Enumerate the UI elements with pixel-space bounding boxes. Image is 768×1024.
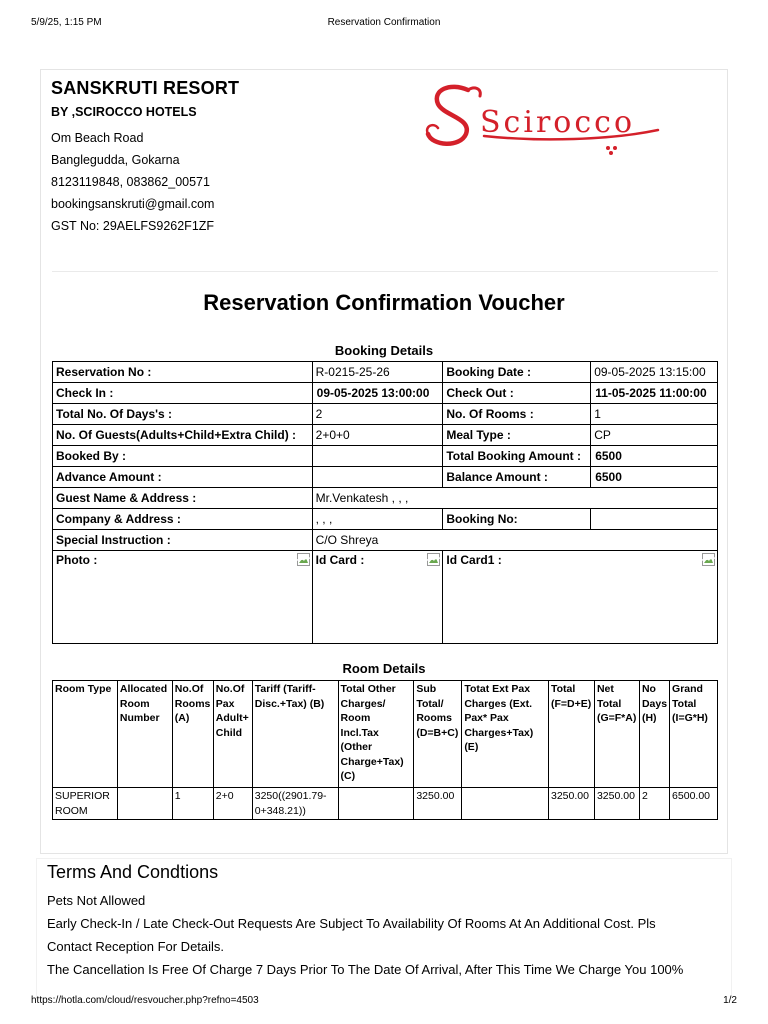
col-grand-total: Grand Total (I=G*H): [670, 681, 718, 788]
room-details-table: [52, 680, 718, 820]
hotel-group: BY ,SCIROCCO HOTELS: [51, 105, 197, 119]
table-row: [53, 425, 718, 446]
balance-amount-label: Balance Amount :: [443, 467, 591, 488]
advance-amount-value: [312, 467, 443, 488]
company-label: Company & Address :: [53, 509, 313, 530]
total-booking-amount-label: Total Booking Amount :: [443, 446, 591, 467]
special-instruction-value: C/O Shreya: [312, 530, 717, 551]
no-of-pax-cell: 2+0: [213, 788, 252, 820]
broken-image-icon: [702, 553, 715, 566]
rooms-value: 1: [591, 404, 718, 425]
meal-type-label: Meal Type :: [443, 425, 591, 446]
terms-line: Pets Not Allowed: [47, 893, 146, 908]
check-in-label: Check In :: [53, 383, 313, 404]
hotel-gst: GST No: 29AELFS9262F1ZF: [51, 219, 215, 233]
terms-line: Early Check-In / Late Check-Out Requests Are Subject To Availability Of Rooms At An Additional Cost. Pls: [47, 916, 656, 931]
no-days-cell: 2: [639, 788, 669, 820]
col-room-type: Room Type: [53, 681, 118, 788]
terms-line: The Cancellation Is Free Of Charge 7 Days Prior To The Date Of Arrival, After This Time We Charge You 100%: [47, 962, 684, 977]
room-type-cell: SUPERIOR ROOM: [53, 788, 118, 820]
no-of-rooms-cell: 1: [172, 788, 213, 820]
broken-image-icon: [297, 553, 310, 566]
col-other-charges: Total Other Charges/ Room Incl.Tax (Other Charge+Tax) (C): [338, 681, 414, 788]
booking-details-heading: Booking Details: [334, 343, 434, 358]
booking-details-table: [52, 361, 718, 644]
col-net-total: Net Total (G=F*A): [594, 681, 639, 788]
reservation-no-value: R-0215-25-26: [312, 362, 443, 383]
check-in-value: 09-05-2025 13:00:00: [312, 383, 443, 404]
col-tariff: Tariff (Tariff- Disc.+Tax) (B): [252, 681, 338, 788]
table-row: [53, 446, 718, 467]
tariff-cell: 3250((2901.79-0+348.21)): [252, 788, 338, 820]
col-no-days: No Days (H): [639, 681, 669, 788]
hotel-phone: 8123119848, 083862_00571: [51, 175, 210, 189]
hotel-address-line1: Om Beach Road: [51, 131, 144, 145]
booking-date-value: 09-05-2025 13:15:00: [591, 362, 718, 383]
col-no-of-rooms: No.Of Rooms (A): [172, 681, 213, 788]
rooms-label: No. Of Rooms :: [443, 404, 591, 425]
reservation-no-label: Reservation No :: [53, 362, 313, 383]
booking-date-label: Booking Date :: [443, 362, 591, 383]
photo-cell: [53, 551, 313, 644]
table-row: [53, 530, 718, 551]
guests-label: No. Of Guests(Adults+Child+Extra Child) :: [53, 425, 313, 446]
hotel-email: bookingsanskruti@gmail.com: [51, 197, 215, 211]
booked-by-value: [312, 446, 443, 467]
table-row: [53, 383, 718, 404]
booking-no-label: Booking No:: [443, 509, 591, 530]
scirocco-logo: [420, 76, 665, 156]
room-details-header-row: [53, 681, 718, 788]
company-value: , , ,: [312, 509, 443, 530]
col-no-of-pax: No.Of Pax Adult+ Child: [213, 681, 252, 788]
table-row: [53, 362, 718, 383]
grand-total-cell: 6500.00: [670, 788, 718, 820]
total-days-value: 2: [312, 404, 443, 425]
check-out-label: Check Out :: [443, 383, 591, 404]
voucher-title: Reservation Confirmation Voucher: [203, 290, 565, 315]
terms-line: Contact Reception For Details.: [47, 939, 225, 954]
table-row: [53, 488, 718, 509]
balance-amount-value: 6500: [591, 467, 718, 488]
id-card-label: Id Card :: [315, 553, 365, 567]
col-allocated-room: Allocated Room Number: [117, 681, 172, 788]
table-row: [53, 551, 718, 644]
booked-by-label: Booked By :: [53, 446, 313, 467]
hotel-name: SANSKRUTI RESORT: [51, 78, 240, 98]
meal-type-value: CP: [591, 425, 718, 446]
photo-label: Photo :: [56, 553, 98, 567]
print-doc-title: Reservation Confirmation: [327, 17, 441, 28]
col-total: Total (F=D+E): [549, 681, 595, 788]
col-sub-total: Sub Total/ Rooms (D=B+C): [414, 681, 462, 788]
sub-total-cell: 3250.00: [414, 788, 462, 820]
hotel-address-line2: Banglegudda, Gokarna: [51, 153, 180, 167]
guests-value: 2+0+0: [312, 425, 443, 446]
table-row: [53, 467, 718, 488]
advance-amount-label: Advance Amount :: [53, 467, 313, 488]
table-row: [53, 509, 718, 530]
guest-name-value: Mr.Venkatesh , , ,: [312, 488, 717, 509]
booking-no-value: [591, 509, 718, 530]
print-datetime: 5/9/25, 1:15 PM: [31, 17, 102, 28]
broken-image-icon: [427, 553, 440, 566]
id-card-cell: [312, 551, 443, 644]
allocated-room-cell: [117, 788, 172, 820]
check-out-value: 11-05-2025 11:00:00: [591, 383, 718, 404]
ext-pax-cell: [462, 788, 549, 820]
id-card1-cell: [443, 551, 718, 644]
table-row: [53, 788, 718, 820]
print-page-number: 1/2: [723, 995, 737, 1006]
hotel-info: [51, 78, 239, 237]
col-ext-pax: Totat Ext Pax Charges (Ext. Pax* Pax Charges+Tax) (E): [462, 681, 549, 788]
table-row: [53, 404, 718, 425]
net-total-cell: 3250.00: [594, 788, 639, 820]
logo-wordmark: Scirocco: [480, 105, 636, 140]
terms-title: Terms And Condtions: [47, 862, 219, 882]
guest-name-label: Guest Name & Address :: [53, 488, 313, 509]
total-booking-amount-value: 6500: [591, 446, 718, 467]
print-url: https://hotla.com/cloud/resvoucher.php?refno=4503: [31, 995, 259, 1006]
total-cell: 3250.00: [549, 788, 595, 820]
total-days-label: Total No. Of Days's :: [53, 404, 313, 425]
id-card1-label: Id Card1 :: [446, 553, 502, 567]
other-charges-cell: [338, 788, 414, 820]
room-details-heading: Room Details: [342, 661, 426, 676]
special-instruction-label: Special Instruction :: [53, 530, 313, 551]
header-divider: [52, 271, 718, 272]
